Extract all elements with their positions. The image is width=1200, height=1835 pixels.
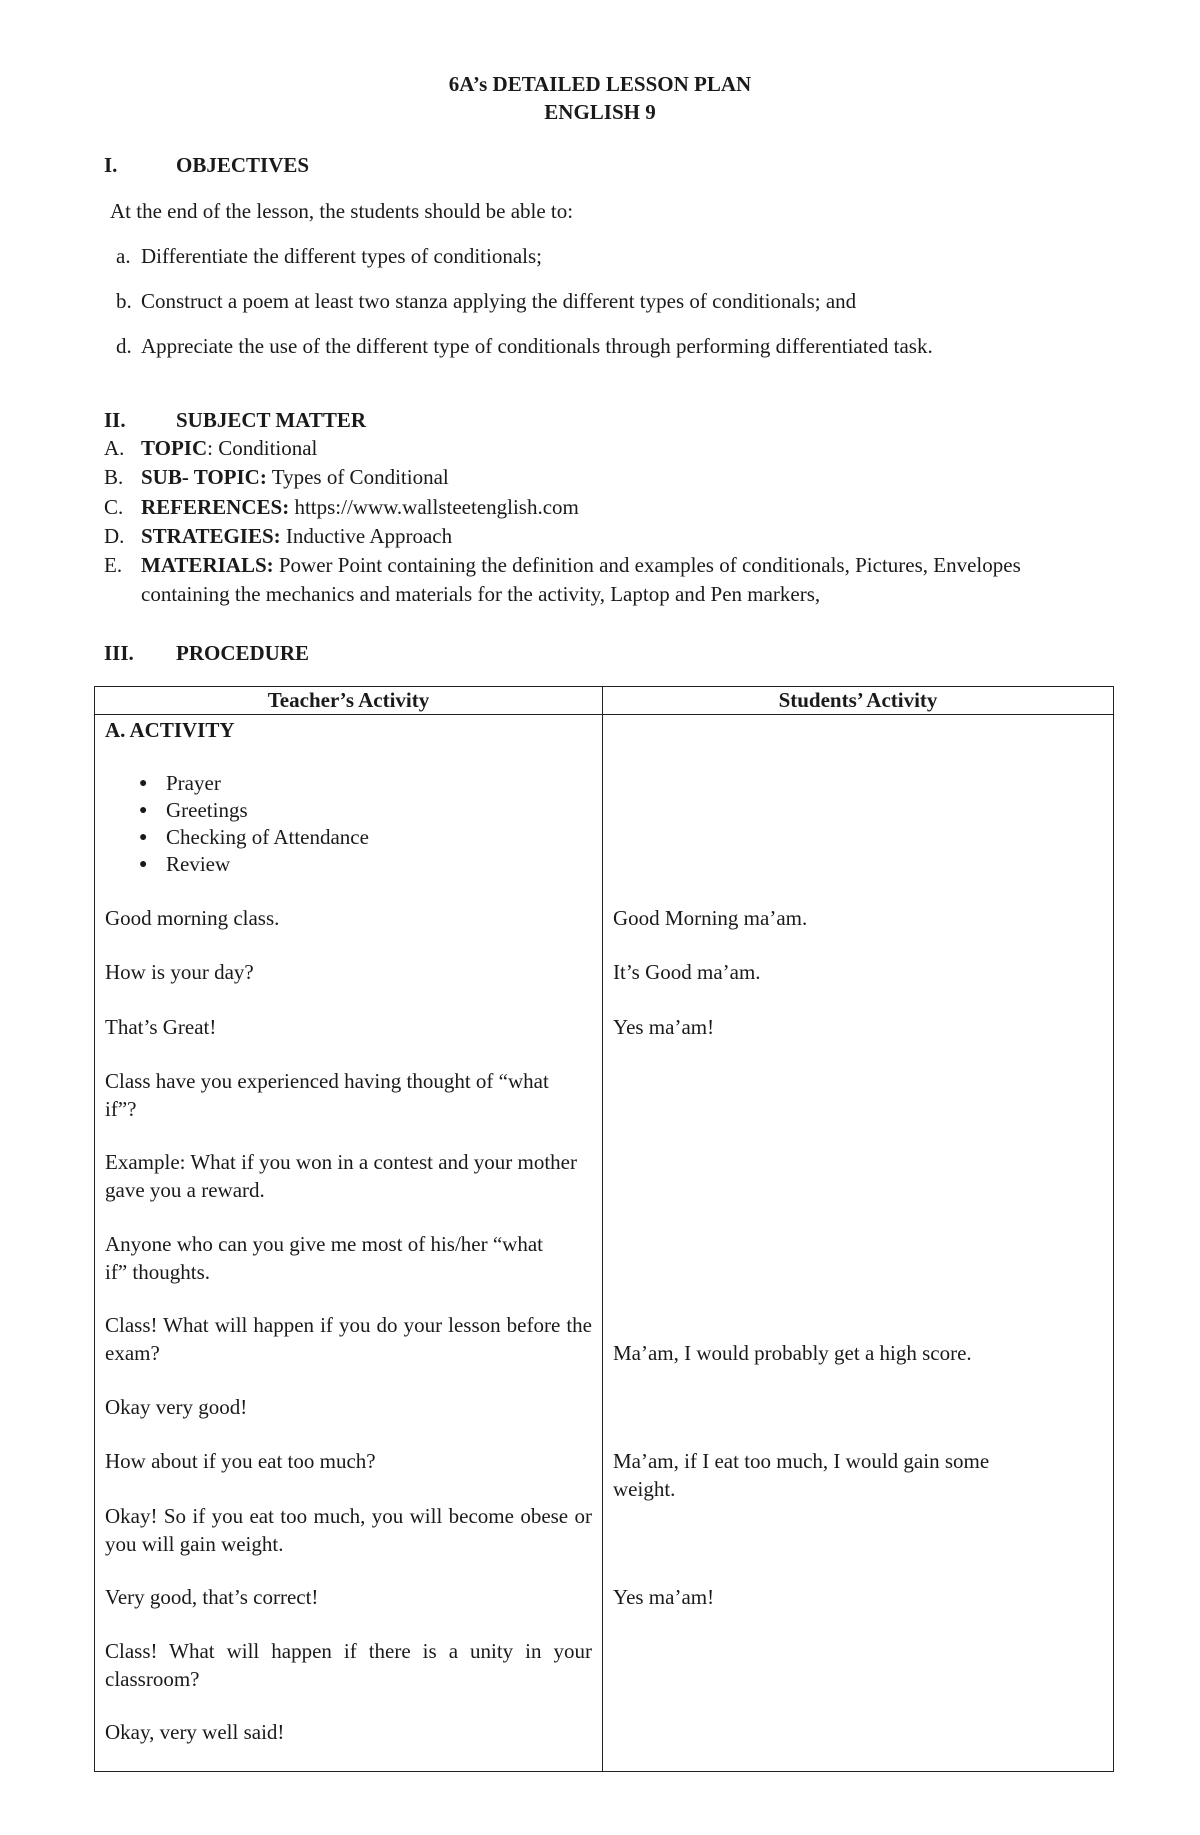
subject-item-label: STRATEGIES: [141,524,281,548]
subject-item-value: Types of Conditional [266,465,449,489]
subject-matter-heading: SUBJECT MATTER [176,408,367,432]
list-item: ● Checking of Attendance [105,824,369,851]
teacher-activity-cell [95,715,603,1772]
teacher-line: Class! What will happen if there is a unity in your classroom? [105,1639,592,1691]
procedure-heading: PROCEDURE [176,641,310,665]
teacher-line: Example: What if you won in a contest and your mother gave you a reward. [105,1150,577,1202]
teacher-line: Class have you experienced having thought of “what if”? [105,1069,549,1121]
student-line: Yes ma’am! [613,1015,715,1039]
opening-bullet-list [105,770,369,878]
subject-item-label: SUB- TOPIC: [141,465,267,489]
objective-text: Differentiate the different types of conditionals; [141,244,543,268]
subject-item-marker: E. [104,553,123,577]
subject-item-label: TOPIC [141,436,208,460]
subject-item-marker: A. [104,436,125,460]
students-activity-cell [603,715,1114,1772]
teacher-line: How is your day? [105,960,254,984]
teacher-line: How about if you eat too much? [105,1449,376,1473]
students-activity-header: Students’ Activity [603,687,1114,715]
objective-text: Construct a poem at least two stanza applying the different types of conditionals; and [141,289,857,313]
subject-item-materials [141,551,1021,580]
subject-item-materials-continued: containing the mechanics and materials for the activity, Laptop and Pen markers, [141,582,821,606]
teacher-line: Anyone who can you give me most of his/her “what if” thoughts. [105,1232,543,1284]
objectives-numeral: I. [104,153,118,177]
subject-item-marker: D. [104,524,125,548]
list-item: ● Greetings [105,797,369,824]
student-line: Good Morning ma’am. [613,906,808,930]
subject-item-marker: C. [104,495,124,519]
subject-item-topic [141,434,317,463]
subject-item-value: : Conditional [207,436,318,460]
subject-item-value: https://www.wallsteetenglish.com [289,495,579,519]
teacher-line: Okay, very well said! [105,1720,285,1744]
subject-item-subtopic [141,463,449,492]
teacher-line: That’s Great! [105,1015,217,1039]
document-subtitle: ENGLISH 9 [544,100,656,124]
subject-item-label: REFERENCES: [141,495,290,519]
objective-text: Appreciate the use of the different type of conditionals through performing differentiated task. [141,334,933,358]
list-item: ● Prayer [105,770,369,797]
student-line: Yes ma’am! [613,1585,715,1609]
table-header-row [95,687,1114,715]
procedure-numeral: III. [104,641,134,665]
objective-marker: a. [116,244,131,268]
document-title: 6A’s DETAILED LESSON PLAN [448,72,752,96]
subject-matter-numeral: II. [104,408,126,432]
activity-heading: A. ACTIVITY [105,718,235,742]
objectives-heading: OBJECTIVES [176,153,310,177]
subject-item-marker: B. [104,465,124,489]
teacher-line: Class! What will happen if you do your lesson before the exam? [105,1313,592,1365]
subject-item-label: MATERIALS: [141,553,274,577]
procedure-table [94,686,1114,1772]
subject-item-strategies [141,522,452,551]
list-item: ● Review [105,851,369,878]
student-line: Ma’am, I would probably get a high score. [613,1341,972,1365]
teacher-line: Okay! So if you eat too much, you will become obese or you will gain weight. [105,1504,592,1556]
objectives-intro: At the end of the lesson, the students should be able to: [110,199,574,223]
objective-marker: b. [116,289,132,313]
teacher-line: Very good, that’s correct! [105,1585,319,1609]
student-line: It’s Good ma’am. [613,960,761,984]
teacher-line: Okay very good! [105,1395,248,1419]
subject-item-references [141,493,579,522]
table-row [95,715,1114,1772]
subject-item-value: Power Point containing the definition and examples of conditionals, Pictures, Envelopes [273,553,1021,577]
subject-item-value: Inductive Approach [280,524,453,548]
objective-marker: d. [116,334,132,358]
student-line: Ma’am, if I eat too much, I would gain some weight. [613,1449,990,1501]
teacher-line: Good morning class. [105,906,280,930]
teacher-activity-header: Teacher’s Activity [95,687,603,715]
